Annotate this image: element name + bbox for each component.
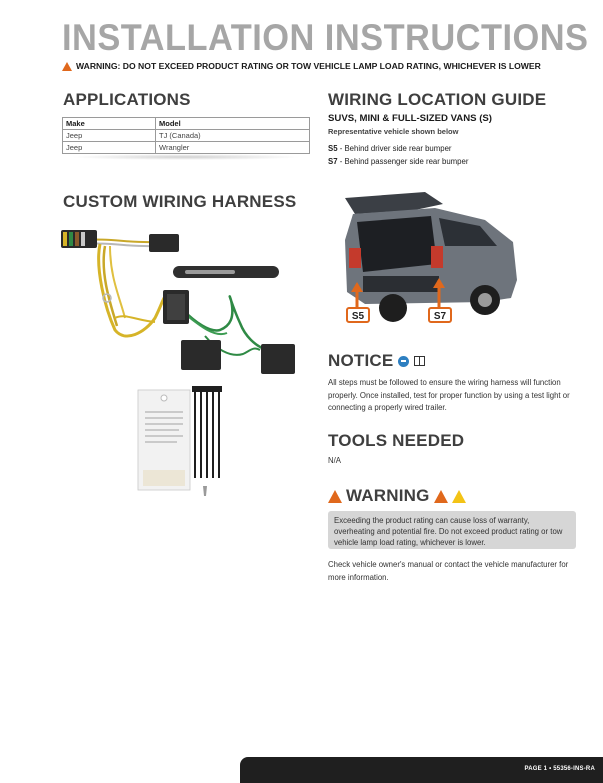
- table-header-row: [63, 118, 310, 130]
- header-warning-text: WARNING: DO NOT EXCEED PRODUCT RATING OR TOW VEHICLE LAMP LOAD RATING, WHICHEVER IS LOWER: [76, 61, 541, 71]
- notice-heading-text: NOTICE: [328, 351, 394, 370]
- applications-heading: APPLICATIONS: [63, 90, 191, 109]
- page-footer: [240, 757, 603, 783]
- check-manual-text: Check vehicle owner's manual or contact the vehicle manufacturer for more information.: [328, 560, 569, 582]
- manual-book-icon: [414, 356, 425, 366]
- electrical-hazard-icon: [452, 490, 466, 503]
- screw-icon: [203, 486, 207, 496]
- harness-heading: CUSTOM WIRING HARNESS: [63, 192, 297, 211]
- cell-make: Jeep: [63, 142, 156, 154]
- vehicle-class-heading: SUVS, MINI & FULL-SIZED VANS (S): [328, 113, 492, 124]
- table-shadow: [70, 154, 302, 160]
- cell-model: Wrangler: [156, 142, 310, 154]
- tools-text: N/A: [328, 456, 341, 465]
- warning-triangle-icon: [434, 490, 448, 503]
- table-row: [63, 142, 310, 154]
- warning-triangle-icon: [328, 490, 342, 503]
- location-s7: [328, 157, 468, 166]
- page-title: INSTALLATION INSTRUCTIONS: [62, 17, 589, 58]
- notice-heading: [328, 351, 425, 371]
- vehicle-label-s7: S7: [433, 311, 447, 322]
- vehicle-image: [335, 180, 530, 330]
- representative-note: Representative vehicle shown below: [328, 127, 459, 136]
- location-code: S7: [328, 157, 338, 166]
- zip-ties: [195, 390, 219, 478]
- connector-lower-left-icon: [181, 340, 221, 370]
- warning-heading-text: WARNING: [346, 486, 430, 505]
- notice-info-icon: [398, 356, 409, 367]
- tools-heading: TOOLS NEEDED: [328, 431, 465, 450]
- wiring-harness-image: [55, 218, 295, 378]
- wiring-guide-heading: WIRING LOCATION GUIDE: [328, 90, 547, 109]
- header-warning: [62, 61, 541, 71]
- location-s5: [328, 144, 452, 153]
- connector-top-icon: [149, 234, 179, 252]
- column-header-make: Make: [63, 118, 156, 130]
- page-number: PAGE 1 • 55356-INS-RA: [524, 766, 595, 772]
- applications-table: [62, 117, 310, 154]
- warning-heading: [328, 486, 466, 506]
- connector-lower-right-icon: [261, 344, 295, 374]
- column-header-model: Model: [156, 118, 310, 130]
- location-text: - Behind passenger side rear bumper: [337, 157, 469, 166]
- vehicle-label-s5: S5: [351, 311, 365, 322]
- cell-make: Jeep: [63, 130, 156, 142]
- warning-box: Exceeding the product rating can cause loss of warranty, overheating and potential fire. Do not exceed product rating or tow vehicle lamp load rating, whichever is lower.: [328, 511, 576, 549]
- suv-icon: [335, 180, 530, 330]
- cell-model: TJ (Canada): [156, 130, 310, 142]
- location-text: - Behind driver side rear bumper: [337, 144, 452, 153]
- location-code: S5: [328, 144, 338, 153]
- warning-triangle-icon: [62, 62, 72, 71]
- table-row: [63, 130, 310, 142]
- hardware-kit-image: [133, 382, 233, 502]
- notice-text: All steps must be followed to ensure the wiring harness will function properly. Once installed, test for proper function by using a test light or connecting a properly wired trailer.: [328, 378, 570, 412]
